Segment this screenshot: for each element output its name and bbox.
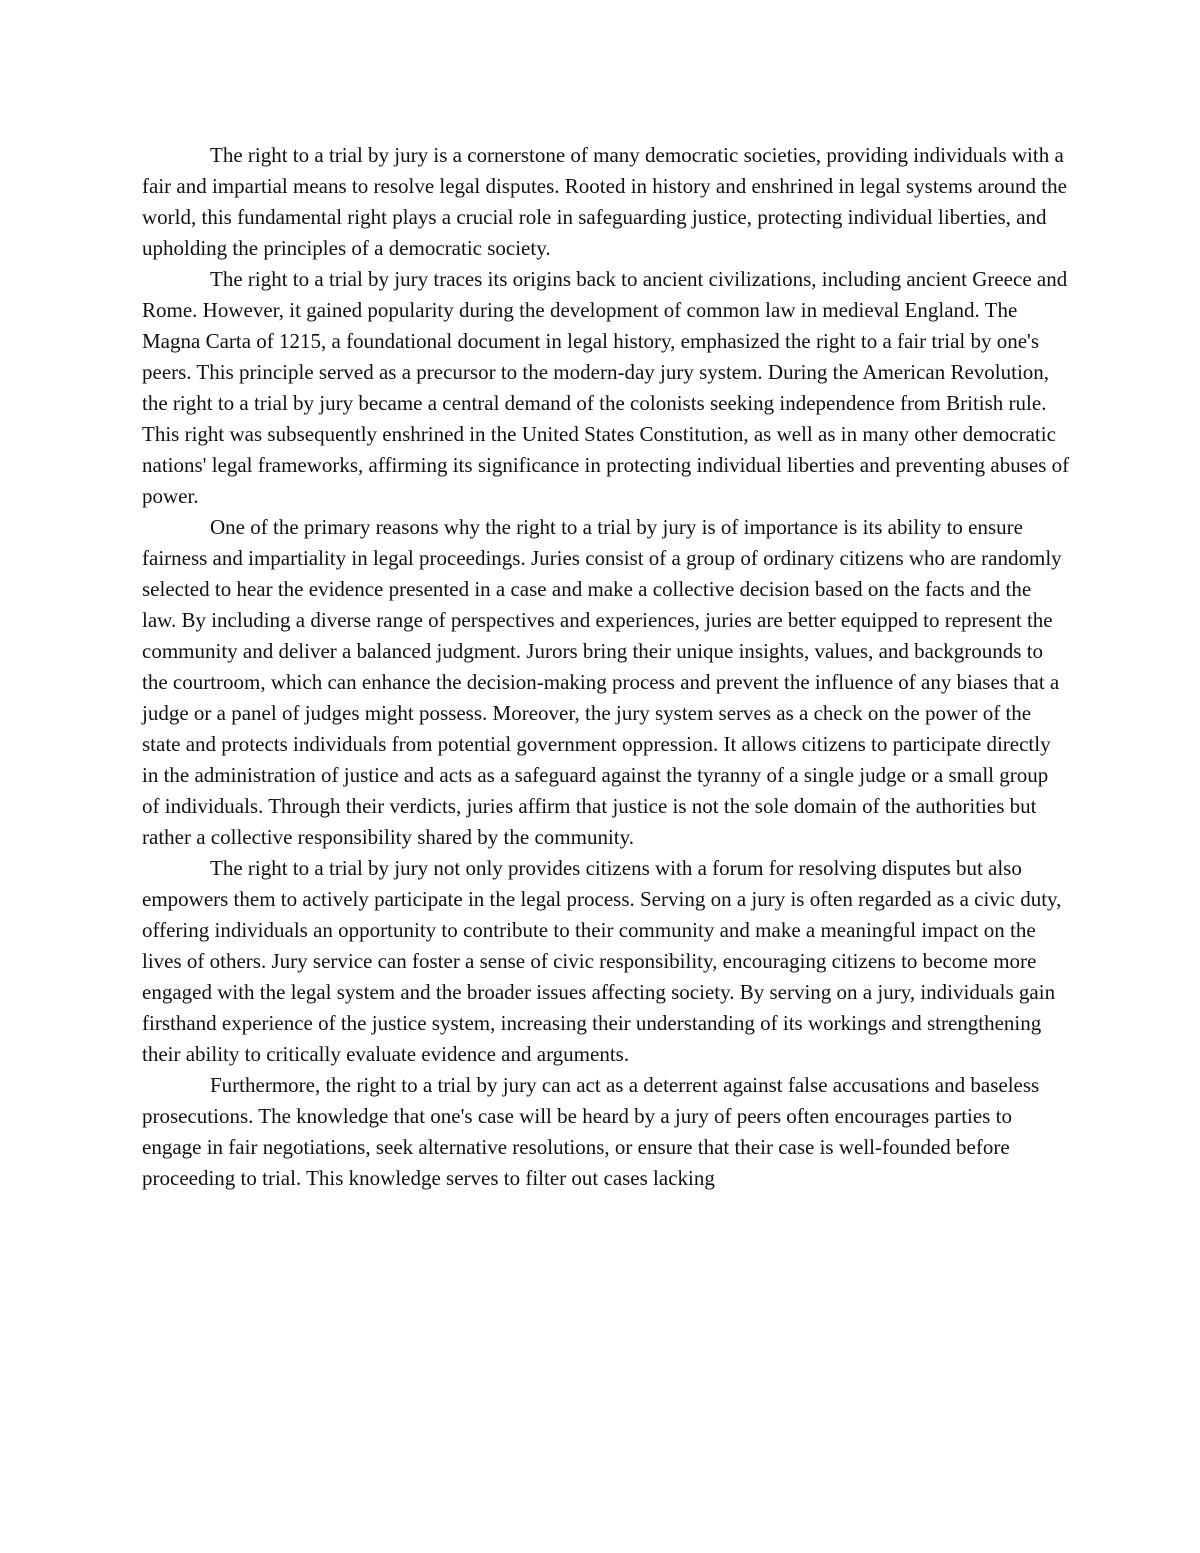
paragraph-1: The right to a trial by jury is a cornerstone of many democratic societies, providing individuals with a fair and impartial means to resolve legal disputes. Rooted in history and enshrined in legal systems around the world, this fundamental right plays a crucial role in safeguarding justice, protecting individual liberties, and upholding the principles of a democratic society. <box>142 143 1067 260</box>
document-body <box>142 140 1070 1194</box>
paragraph-3: One of the primary reasons why the right to a trial by jury is of importance is its ability to ensure fairness and impartiality in legal proceedings. Juries consist of a group of ordinary citizens who are randomly selected to hear the evidence presented in a case and make a collective decision based on the facts and the law. By including a diverse range of perspectives and experiences, juries are better equipped to represent the community and deliver a balanced judgment. Jurors bring their unique insights, values, and backgrounds to the courtroom, which can enhance the decision-making process and prevent the influence of any biases that a judge or a panel of judges might possess. Moreover, the jury system serves as a check on the power of the state and protects individuals from potential government oppression. It allows citizens to participate directly in the administration of justice and acts as a safeguard against the tyranny of a single judge or a small group of individuals. Through their verdicts, juries affirm that justice is not the sole domain of the authorities but rather a collective responsibility shared by the community. <box>142 515 1062 849</box>
paragraph-2: The right to a trial by jury traces its origins back to ancient civilizations, including ancient Greece and Rome. However, it gained popularity during the development of common law in medieval England. The Magna Carta of 1215, a foundational document in legal history, emphasized the right to a fair trial by one's peers. This principle served as a precursor to the modern-day jury system. During the American Revolution, the right to a trial by jury became a central demand of the colonists seeking independence from British rule. This right was subsequently enshrined in the United States Constitution, as well as in many other democratic nations' legal frameworks, affirming its significance in protecting individual liberties and preventing abuses of power. <box>142 267 1070 508</box>
paragraph-4: The right to a trial by jury not only provides citizens with a forum for resolving disputes but also empowers them to actively participate in the legal process. Serving on a jury is often regarded as a civic duty, offering individuals an opportunity to contribute to their community and make a meaningful impact on the lives of others. Jury service can foster a sense of civic responsibility, encouraging citizens to become more engaged with the legal system and the broader issues affecting society. By serving on a jury, individuals gain firsthand experience of the justice system, increasing their understanding of its workings and strengthening their ability to critically evaluate evidence and arguments. <box>142 856 1062 1066</box>
paragraph-5: Furthermore, the right to a trial by jury can act as a deterrent against false accusations and baseless prosecutions. The knowledge that one's case will be heard by a jury of peers often encourages parties to engage in fair negotiations, seek alternative resolutions, or ensure that their case is well-founded before proceeding to trial. This knowledge serves to filter out cases lacking <box>142 1073 1040 1190</box>
